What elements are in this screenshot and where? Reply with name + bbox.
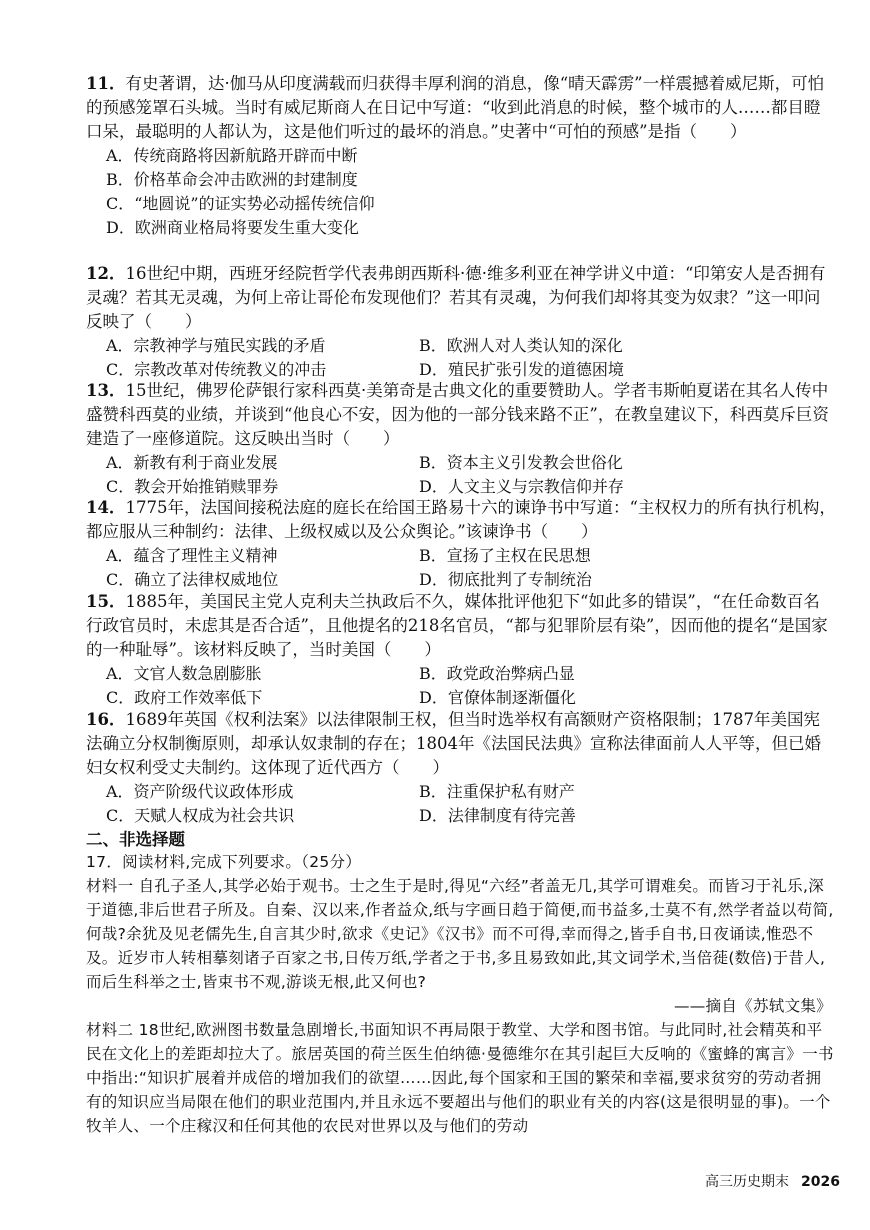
option-b: B．注重保护私有财产 (419, 782, 575, 801)
footer-code: 2026 (801, 1174, 840, 1190)
question-stem (86, 590, 836, 662)
material-two: 材料二 18世纪,欧洲图书数量急剧增长,书面知识不再局限于教堂、大学和图书馆。与此同时,社会精英和平民在文化上的差距却拉大了。旅居英国的荷兰医生伯纳德·曼德维尔在其引起巨大反响的《蜜蜂的寓言》一书中指出:“知识扩展着并成倍的增加我们的欲望……因此,每个国家和王国的繁荣和幸福,要求贫穷的劳动者拥有的知识应当局限在他们的职业范围内,并且永远不要超出与他们的职业有关的内容(这是很明显的事)。一个牧羊人、一个庄稼汉和任何其他的农民对世界以及与他们的劳动 (86, 1021, 834, 1135)
option-a: A．蕴含了理性主义精神 (106, 546, 278, 565)
question-11 (86, 72, 836, 240)
question-13 (86, 379, 836, 499)
option-d: D．彻底批判了专制统治 (419, 570, 592, 589)
question-12 (86, 262, 836, 382)
question-16 (86, 708, 836, 828)
question-number: 11． (86, 74, 126, 93)
option-d: D．官僚体制逐渐僵化 (419, 688, 576, 707)
option-a: A．宗教神学与殖民实践的矛盾 (106, 336, 326, 355)
footer-label: 高三历史期末 (705, 1174, 790, 1190)
question-stem (86, 379, 836, 451)
question-number: 14． (86, 498, 126, 517)
option-d: D．殖民扩张引发的道德困境 (419, 360, 624, 379)
question-stem (86, 708, 836, 780)
stem-text: 16世纪中期，西班牙经院哲学代表弗朗西斯科·德·维多利亚在神学讲义中道：“印第安人是否拥有灵魂？若其无灵魂，为何上帝让哥伦布发现他们？若其有灵魂，为何我们却将其变为奴隶？”这一叩问反映了（ ） (86, 264, 826, 331)
option-d: D．法律制度有待完善 (419, 806, 576, 825)
option-a: A．新教有利于商业发展 (106, 453, 278, 472)
stem-text: 有史著谓，达·伽马从印度满载而归获得丰厚利润的消息，像“晴天霹雳”一样震撼着威尼斯，可怕的预感笼罩石头城。当时有威尼斯商人在日记中写道：“收到此消息的时候，整个城市的人……都目瞪口呆，最聪明的人都认为，这是他们听过的最坏的消息。”史著中“可怕的预感”是指（ ） (86, 74, 825, 141)
question-17 (86, 850, 836, 1138)
option-d: D．欧洲商业格局将要发生重大变化 (106, 218, 359, 237)
question-number: 13． (86, 381, 126, 400)
option-b: B．资本主义引发教会世俗化 (419, 453, 623, 472)
option-a: A．资产阶级代议政体形成 (106, 782, 294, 801)
option-a: A．传统商路将因新航路开辟而中断 (106, 146, 358, 165)
question-stem (86, 496, 836, 544)
option-b: B．欧洲人对人类认知的深化 (419, 336, 623, 355)
option-d: D．人文主义与宗教信仰并存 (419, 477, 624, 496)
option-b: B．价格革命会冲击欧洲的封建制度 (106, 170, 358, 189)
option-b: B．宣扬了主权在民思想 (419, 546, 591, 565)
option-c: C．教会开始推销赎罪券 (106, 477, 279, 496)
question-stem (86, 262, 836, 334)
question-intro: 17．阅读材料,完成下列要求。（25分） (86, 853, 362, 871)
option-c: C．宗教改革对传统教义的冲击 (106, 360, 327, 379)
stem-text: 15世纪，佛罗伦萨银行家科西莫·美第奇是古典文化的重要赞助人。学者韦斯帕夏诺在其名人传中盛赞科西莫的业绩，并谈到“他良心不安，因为他的一部分钱来路不正”，在教皇建议下，科西莫斥巨资建造了一座修道院。这反映出当时（ ） (86, 381, 829, 448)
question-number: 12． (86, 264, 126, 283)
option-c: C．“地圆说”的证实势必动摇传统信仰 (106, 194, 375, 213)
page-footer (705, 1171, 840, 1191)
section-title: 二、非选择题 (86, 830, 185, 849)
material-one: 材料一 自孔子圣人,其学必始于观书。士之生于是时,得见“六经”者盖无几,其学可谓难矣。而皆习于礼乐,深于道德,非后世君子所及。自秦、汉以来,作者益众,纸与字画日趋于简便,而书益多,士莫不有,然学者益以苟简,何哉?余犹及见老儒先生,自言其少时,欲求《史记》《汉书》而不可得,幸而得之,皆手自书,日夜诵读,惟恐不及。近岁市人转相摹刻诸子百家之书,日传万纸,学者之于书,多且易致如此,其文词学术,当倍蓰(数倍)于昔人,而后生科举之士,皆束书不观,游谈无根,此又何也? (86, 877, 834, 991)
option-a: A．文官人数急剧膨胀 (106, 664, 262, 683)
option-c: C．政府工作效率低下 (106, 688, 263, 707)
stem-text: 1885年，美国民主党人克利夫兰执政后不久，媒体批评他犯下“如此多的错误”，“在任命数百名行政官员时，未虑其是否合适”，且他提名的218名官员，“都与犯罪阶层有染”，因而他的提名“是国家的一种耻辱”。该材料反映了，当时美国（ ） (86, 592, 828, 659)
option-c: C．确立了法律权威地位 (106, 570, 279, 589)
stem-text: 1775年，法国间接税法庭的庭长在给国王路易十六的谏诤书中写道：“主权权力的所有执行机构，都应服从三种制约：法律、上级权威以及公众舆论。”该谏诤书（ ） (86, 498, 836, 541)
material-one-source: ——摘自《苏轼文集》 (673, 997, 832, 1015)
option-c: C．天赋人权成为社会共识 (106, 806, 295, 825)
question-number: 16． (86, 710, 126, 729)
question-15 (86, 590, 836, 710)
question-stem (86, 72, 836, 144)
question-14 (86, 496, 836, 592)
question-number: 15． (86, 592, 126, 611)
stem-text: 1689年英国《权利法案》以法律限制王权，但当时选举权有高额财产资格限制；1787年美国宪法确立分权制衡原则，却承认奴隶制的存在；1804年《法国民法典》宣称法律面前人人平等，但已婚妇女权利受丈夫制约。这体现了近代西方（ ） (86, 710, 821, 777)
option-b: B．政党政治弊病凸显 (419, 664, 575, 683)
